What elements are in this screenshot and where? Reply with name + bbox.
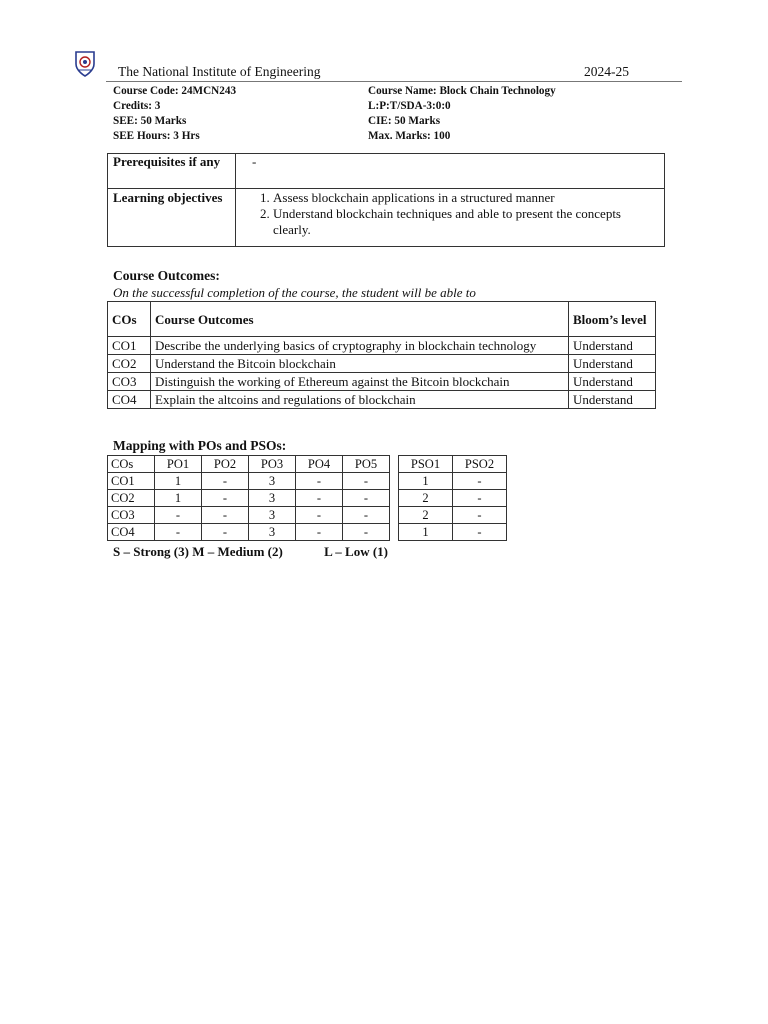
- map-cell: -: [202, 524, 249, 541]
- map-cell: 1: [155, 490, 202, 507]
- map-cell: 2: [399, 490, 453, 507]
- map-cell: 1: [399, 524, 453, 541]
- map-cell: -: [202, 490, 249, 507]
- map-cell: -: [453, 473, 507, 490]
- column-gap: [390, 524, 399, 541]
- po-pso-mapping-table: [107, 455, 507, 541]
- objective-item: 1. Assess blockchain applications in a structured manner: [273, 190, 659, 206]
- map-header-pso1: PSO1: [399, 456, 453, 473]
- map-cell: -: [155, 507, 202, 524]
- col-header-blooms: Bloom’s level: [569, 302, 656, 337]
- map-cell: -: [453, 490, 507, 507]
- mapping-legend: [113, 544, 388, 560]
- legend-low: L – Low (1): [324, 544, 389, 559]
- table-row: [108, 490, 507, 507]
- map-cell: -: [296, 490, 343, 507]
- column-gap: [390, 507, 399, 524]
- table-row: [108, 373, 656, 391]
- table-row: [108, 391, 656, 409]
- column-gap: [390, 473, 399, 490]
- map-cell: 3: [249, 524, 296, 541]
- map-cell: -: [343, 524, 390, 541]
- see-marks: SEE: 50 Marks: [113, 115, 187, 127]
- course-outcomes-table: [107, 301, 656, 409]
- co-level: Understand: [569, 373, 656, 391]
- institute-name: The National Institute of Engineering: [118, 64, 321, 79]
- map-cell: -: [155, 524, 202, 541]
- map-cell: -: [296, 507, 343, 524]
- map-cell: 1: [399, 473, 453, 490]
- map-cell: 3: [249, 473, 296, 490]
- map-cell: CO2: [108, 490, 155, 507]
- table-row: [108, 524, 507, 541]
- map-cell: -: [343, 473, 390, 490]
- map-cell: CO1: [108, 473, 155, 490]
- table-row: [108, 473, 507, 490]
- map-header-po1: PO1: [155, 456, 202, 473]
- map-header-po2: PO2: [202, 456, 249, 473]
- table-row: [108, 355, 656, 373]
- outcomes-header-row: [108, 302, 656, 337]
- max-marks: Max. Marks: 100: [368, 130, 451, 142]
- objectives-row: [108, 189, 665, 247]
- map-cell: 3: [249, 507, 296, 524]
- co-text: Understand the Bitcoin blockchain: [151, 355, 569, 373]
- col-header-outcomes: Course Outcomes: [151, 302, 569, 337]
- course-code: Course Code: 24MCN243: [113, 85, 237, 97]
- map-cell: -: [343, 490, 390, 507]
- legend-strong: S – Strong (3): [113, 544, 189, 559]
- objectives-list: [241, 190, 659, 238]
- co-level: Understand: [569, 391, 656, 409]
- course-outcomes-subheading: On the successful completion of the course, the student will be able to: [113, 285, 476, 300]
- map-header-pso2: PSO2: [453, 456, 507, 473]
- prereq-row: [108, 154, 665, 189]
- table-row: [108, 507, 507, 524]
- co-text: Distinguish the working of Ethereum against the Bitcoin blockchain: [151, 373, 569, 391]
- map-header-cos: COs: [108, 456, 155, 473]
- co-id: CO2: [108, 355, 151, 373]
- course-name: Course Name: Block Chain Technology: [368, 85, 556, 97]
- cie-marks: CIE: 50 Marks: [368, 115, 441, 127]
- prereq-value: -: [236, 154, 665, 189]
- map-cell: 2: [399, 507, 453, 524]
- map-cell: -: [453, 507, 507, 524]
- map-header-po3: PO3: [249, 456, 296, 473]
- objective-item: 2. Understand blockchain techniques and able to present the concepts clearly.: [273, 206, 659, 238]
- credits: Credits: 3: [113, 100, 161, 112]
- objectives-label: Learning objectives: [108, 189, 236, 247]
- course-info-left: [113, 84, 236, 144]
- col-header-cos: COs: [108, 302, 151, 337]
- prereq-objectives-table: [107, 153, 665, 247]
- co-id: CO3: [108, 373, 151, 391]
- map-cell: -: [453, 524, 507, 541]
- co-id: CO4: [108, 391, 151, 409]
- co-text: Describe the underlying basics of cryptography in blockchain technology: [151, 337, 569, 355]
- map-cell: CO4: [108, 524, 155, 541]
- course-info-right: [368, 84, 556, 144]
- map-cell: -: [296, 473, 343, 490]
- see-hours: SEE Hours: 3 Hrs: [113, 130, 200, 142]
- map-cell: -: [202, 507, 249, 524]
- table-row: [108, 337, 656, 355]
- prereq-label: Prerequisites if any: [108, 154, 236, 189]
- map-cell: CO3: [108, 507, 155, 524]
- header-divider: [106, 81, 682, 82]
- map-header-po4: PO4: [296, 456, 343, 473]
- map-cell: -: [343, 507, 390, 524]
- co-level: Understand: [569, 355, 656, 373]
- mapping-heading: Mapping with POs and PSOs:: [113, 438, 287, 453]
- co-level: Understand: [569, 337, 656, 355]
- objectives-cell: [236, 189, 665, 247]
- course-outcomes-heading: Course Outcomes:: [113, 268, 220, 283]
- ltp-structure: L:P:T/SDA-3:0:0: [368, 100, 451, 112]
- co-text: Explain the altcoins and regulations of blockchain: [151, 391, 569, 409]
- co-id: CO1: [108, 337, 151, 355]
- map-cell: -: [202, 473, 249, 490]
- column-gap: [390, 456, 399, 473]
- column-gap: [390, 490, 399, 507]
- mapping-header-row: [108, 456, 507, 473]
- map-cell: 3: [249, 490, 296, 507]
- institute-logo: [74, 50, 96, 78]
- academic-year: 2024-25: [584, 64, 629, 79]
- map-cell: 1: [155, 473, 202, 490]
- map-cell: -: [296, 524, 343, 541]
- map-header-po5: PO5: [343, 456, 390, 473]
- legend-medium: M – Medium (2): [192, 544, 283, 559]
